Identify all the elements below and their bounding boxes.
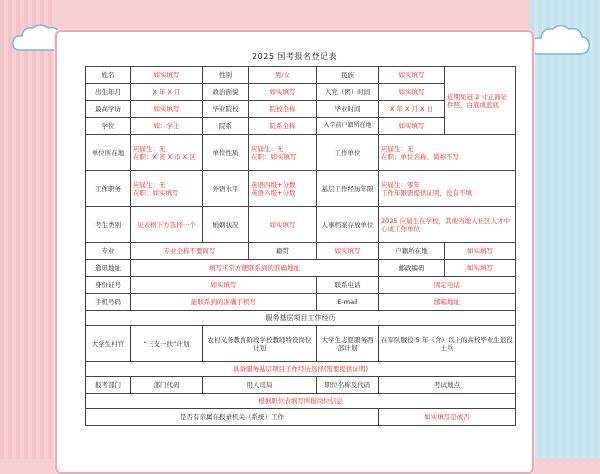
birth-value: X 年 X 月 xyxy=(131,84,203,101)
join-time-value: 如实填写 xyxy=(379,84,445,101)
political-label: 政治面貌 xyxy=(203,84,249,101)
work-experience-label: 基层工作经历年限 xyxy=(317,171,379,207)
position-label: 职位名称及代码 xyxy=(317,377,379,394)
school-value: 院校全称 xyxy=(249,101,317,118)
candidate-type-value: 见表格下方选择一个 xyxy=(131,207,203,243)
form-title: 2025 国考报名登记表 xyxy=(252,52,337,61)
soldier-label: 在军队服役 5 年（含）以上的高校毕业生退役士兵 xyxy=(379,326,516,362)
native-label: 籍贯 xyxy=(249,243,317,260)
gender-label: 性别 xyxy=(203,67,249,84)
registration-table xyxy=(85,66,516,426)
education-value: 如实填写 xyxy=(131,101,203,118)
table-row xyxy=(86,171,516,207)
unit-location-label: 单位所在地 xyxy=(86,135,131,171)
id-value: 如实填写 xyxy=(131,277,317,294)
photo-note: 近期免冠 2 寸正面证件照，白底或蓝底 xyxy=(445,67,516,135)
contact-phone-value: 固定电话 xyxy=(379,277,516,294)
table-row xyxy=(86,377,516,394)
native-value: 如实填写 xyxy=(317,243,379,260)
table-row xyxy=(86,409,516,426)
three-support-label: “三支一扶”计划 xyxy=(131,326,203,362)
hukou-value: 如实填写 xyxy=(445,243,516,260)
gender-value: 男/女 xyxy=(249,67,317,84)
birth-label: 出生年月 xyxy=(86,84,131,101)
table-row xyxy=(86,67,516,84)
employer-label: 用人司局 xyxy=(203,377,317,394)
name-value: 如实填写 xyxy=(131,67,203,84)
work-experience-value: 应届生：零年 工作年限需提供证明，没有不填 xyxy=(379,171,516,207)
unit-nature-value: 应届生：无 在职：如实填写 xyxy=(249,135,317,171)
grassroots-note: 具备服务基层项目工作经历选择(需要提供证明) xyxy=(86,362,516,377)
email-value: 邮箱地址 xyxy=(379,294,516,311)
cloud-decoration-right xyxy=(528,22,592,60)
grad-time-label: 毕业时间 xyxy=(317,101,379,118)
political-value: 如实填写 xyxy=(249,84,317,101)
postcode-value: 如实填写 xyxy=(445,260,516,277)
hukou-school-label: 入学前户籍所在地 xyxy=(317,118,379,135)
relatives-value: 如实填写是或否 xyxy=(379,409,516,426)
work-unit-label: 工作单位 xyxy=(317,135,379,171)
education-label: 最高学历 xyxy=(86,101,131,118)
table-row xyxy=(86,243,516,260)
dept-label: 报考部门 xyxy=(86,377,131,394)
join-time-label: 入党（团）时间 xyxy=(317,84,379,101)
exam-site-label: 考试地点 xyxy=(379,377,516,394)
marital-value: 如实填写 xyxy=(249,207,317,243)
hukou-label: 户籍所在地 xyxy=(379,243,445,260)
rural-teacher-label: 农村义务教育阶段学校教师特设岗位计划 xyxy=(203,326,317,362)
table-row xyxy=(86,294,516,311)
left-border-stripes xyxy=(0,0,55,459)
ethnicity-value: 如实填写 xyxy=(379,67,445,84)
department-label: 院系 xyxy=(203,118,249,135)
marital-label: 婚姻状况 xyxy=(203,207,249,243)
table-row xyxy=(86,277,516,294)
table-row xyxy=(86,326,516,362)
table-row xyxy=(86,311,516,326)
address-label: 通讯地址 xyxy=(86,260,131,277)
work-unit-value: 应届生：无 在职：单位名称、简称不写 xyxy=(379,135,516,171)
degree-value: 如：学士 xyxy=(131,118,203,135)
table-row xyxy=(86,260,516,277)
id-label: 身份证号 xyxy=(86,277,131,294)
hukou-school-value: 如实填写 xyxy=(379,118,445,135)
form-paper xyxy=(55,30,534,474)
village-label: 大学生村官 xyxy=(86,326,131,362)
job-title-value: 应届生：无 在职：如实填写 xyxy=(131,171,203,207)
address-value: 填写平常方便联系到的准确地址 xyxy=(131,260,379,277)
job-title-label: 工作职务 xyxy=(86,171,131,207)
archive-label: 人事档案存放单位 xyxy=(317,207,379,243)
position-note: 根据职位表填写所报岗位信息 xyxy=(86,394,516,409)
table-row xyxy=(86,135,516,171)
archive-value: 2025 应届生在学校，其他当地人社区人才中心或工作单位 xyxy=(379,207,516,243)
dept-code-label: 部门代码 xyxy=(131,377,203,394)
school-label: 毕业院校 xyxy=(203,101,249,118)
language-label: 外语水平 xyxy=(203,171,249,207)
name-label: 姓名 xyxy=(86,67,131,84)
candidate-type-label: 考生类别 xyxy=(86,207,131,243)
language-value: 英语四级+分数 英语六级+分数 xyxy=(249,171,317,207)
contact-phone-label: 联系电话 xyxy=(317,277,379,294)
major-value: 专业全称不要简写 xyxy=(131,243,249,260)
unit-nature-label: 单位性质 xyxy=(203,135,249,171)
degree-label: 学位 xyxy=(86,118,131,135)
table-row xyxy=(86,362,516,377)
grassroots-header: 服务基层项目工作经历 xyxy=(86,311,516,326)
postcode-label: 邮政编码 xyxy=(379,260,445,277)
table-row xyxy=(86,394,516,409)
mobile-label: 手机号码 xyxy=(86,294,131,311)
grad-time-value: X 年 X 月 X 日 xyxy=(379,101,445,118)
ethnicity-label: 民族 xyxy=(317,67,379,84)
relatives-label: 是否有亲属在报录机关（系统）工作 xyxy=(86,409,379,426)
western-volunteer-label: 大学生志愿服务西部计划 xyxy=(317,326,379,362)
major-label: 专业 xyxy=(86,243,131,260)
unit-location-value: 应届生：无 在职：X 省 X 市 X 区 xyxy=(131,135,203,171)
department-value: 院系全称 xyxy=(249,118,317,135)
mobile-value: 能联系到的准确手机号 xyxy=(131,294,317,311)
email-label: E-mail xyxy=(317,294,379,311)
table-row xyxy=(86,207,516,243)
right-border-stripes xyxy=(530,0,600,459)
